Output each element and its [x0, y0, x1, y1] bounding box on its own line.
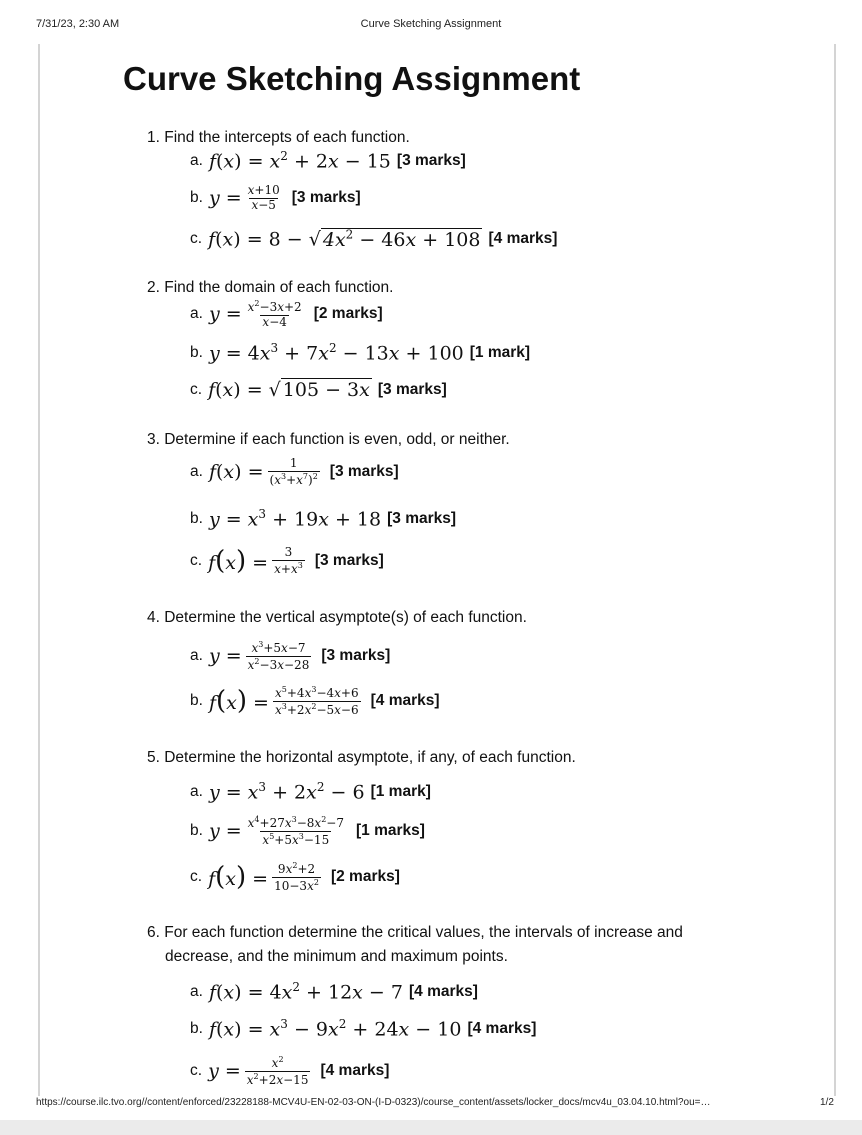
question-5: 5. Determine the horizontal asymptote, if any, of each function.: [147, 749, 576, 766]
header-title: Curve Sketching Assignment: [360, 18, 502, 30]
q3-item-c: c. f(x) = $\frac{3}{x+x^3}$ [3 marks]: [190, 544, 384, 576]
q2-item-b: b. $y = 4x^3 + 7x^2 - 13x + 100$ [1 mark]: [190, 341, 531, 365]
q3-item-a: a. f(x) = $\frac{1}{(x^3+x^7)^2}$ [3 marks]: [190, 455, 399, 487]
q1-item-a: a. $f(x) = x^2 + 2x - 15$ [3 marks]: [190, 149, 466, 173]
q1-item-b: b. y = $\frac{x+10}{x-5}$ [3 marks]: [190, 182, 361, 212]
page-number: 1/2: [820, 1097, 834, 1108]
header-date: 7/31/23, 2:30 AM: [36, 18, 120, 30]
question-6: 6. For each function determine the critical values, the intervals of increase and decrease, and the minimum and maximum points.: [147, 924, 683, 965]
q6-item-c: c. y = $\frac{x^2}{x^2+2x-15}$ [4 marks]: [190, 1054, 390, 1087]
q4-item-b: b. f(x) = $\frac{x^5+4x^3-4x+6}{x^3+2x^2-5x-6}$ [4 marks]: [190, 684, 440, 717]
q3-item-b: b. $y = x^3 + 19x + 18$ [3 marks]: [190, 507, 457, 531]
q6-item-b: b. $f(x) = x^3 - 9x^2 + 24x - 10$ [4 marks]: [190, 1017, 537, 1041]
question-4: 4. Determine the vertical asymptote(s) of each function.: [147, 609, 527, 626]
q6-item-a: a. $f(x) = 4x^2 + 12x - 7$ [4 marks]: [190, 980, 478, 1004]
q1-item-c: c. f(x) = 8 − √ $4x^2 - 46x + 108$ [4 marks]: [190, 227, 558, 251]
question-1: 1. Find the intercepts of each function.: [147, 129, 410, 146]
q4-item-a: a. y = $\frac{x^3+5x-7}{x^2-3x-28}$ [3 marks]: [190, 639, 391, 672]
q5-item-b: b. y = $\frac{x^4+27x^3-8x^2-7}{x^5+5x^3-15}$ [1 marks]: [190, 814, 425, 847]
q2-item-c: c. f(x) = √ 105 − 3x [3 marks]: [190, 379, 447, 401]
q2-item-a: a. y = $\frac{x^2-3x+2}{x-4}$ [2 marks]: [190, 298, 383, 329]
footer-url: https://course.ilc.tvo.org//content/enforced/23228188-MCV4U-EN-02-03-ON-(I-D-0323)/course_content/assets/locker_docs/mcv4u_03.04.10.html?ou=…: [36, 1097, 711, 1108]
q5-item-a: a. $y = x^3 + 2x^2 - 6$ [1 mark]: [190, 780, 431, 804]
bottom-bar: [0, 1120, 862, 1135]
q5-item-c: c. f(x) = $\frac{9x^2+2}{10-3x^2}$ [2 marks]: [190, 860, 400, 893]
page-title: Curve Sketching Assignment: [123, 60, 581, 97]
question-2: 2. Find the domain of each function.: [147, 279, 394, 296]
question-3: 3. Determine if each function is even, odd, or neither.: [147, 431, 510, 448]
